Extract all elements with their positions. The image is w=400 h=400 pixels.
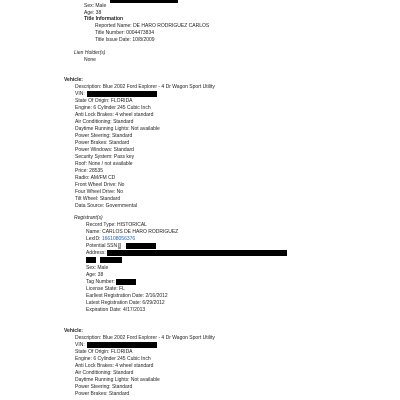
record-type: Record Type: HISTORICAL [86,222,147,228]
lien-holder-value: None [84,57,96,63]
redaction-bar [86,257,96,263]
redaction-bar [87,91,157,97]
address-label: Address: [86,250,106,256]
vehicle-engine: Engine: 6 Cylinder 245 Cubic Inch [75,356,151,362]
vehicle-radio: Radio: AM/FM CD [75,175,116,181]
vehicle-four-wheel-drive: Four Wheel Drive: No [75,189,124,195]
vehicle-power-steering: Power Steering: Standard [75,384,133,390]
redaction-bar [126,243,156,249]
lien-holder-heading: Lien Holder(s) [74,50,106,56]
redaction-bar [107,250,287,256]
vehicle-power-windows: Power Windows: Standard [75,147,134,153]
registrant-age: Age: 38 [86,272,104,278]
vehicle-power-steering: Power Steering: Standard [75,133,133,139]
vehicle-heading: Vehicle: [64,77,83,83]
title-number: Title Number: 0004473834 [95,30,155,36]
redaction-bar [116,279,136,285]
registrant-name: Name: CARLOS DE HARO RODRIGUEZ [86,229,179,235]
vehicle-air-conditioning: Air Conditioning: Standard [75,119,134,125]
registrant-sex: Sex: Male [86,265,109,271]
vehicle-data-source: Data Source: Governmental [75,203,137,209]
lexid-row [86,236,135,242]
vehicle-description: Description: Blue 2002 Ford Explorer - 4 Dr Wagon Sport Utility [75,335,215,341]
vehicle-front-wheel-drive: Front Wheel Drive: No [75,182,125,188]
latest-registration-date: Latest Registration Date: 6/29/2012 [86,300,165,306]
owner-age: Age: 38 [84,10,102,16]
vehicle-tilt-wheel: Tilt Wheel: Standard [75,196,121,202]
lexid-link[interactable]: 166108056376 [101,236,136,242]
vehicle-air-conditioning: Air Conditioning: Standard [75,370,134,376]
vehicle-daytime-lights: Daytime Running Lights: Not available [75,126,160,132]
vehicle-state-origin: State Of Origin: FLORIDA [75,98,133,104]
title-info-heading: Title Information [84,16,124,22]
vehicle-anti-lock-brakes: Anti Lock Brakes: 4 wheel standard [75,363,154,369]
owner-sex: Sex: Male [84,3,107,9]
earliest-registration-date: Earliest Registration Date: 2/16/2012 [86,293,168,299]
vehicle-power-brakes: Power Brakes: Standard [75,140,130,146]
license-state: License State: FL [86,286,125,292]
tag-number: Tag Number: [86,279,115,285]
vehicle-daytime-lights: Daytime Running Lights: Not available [75,377,160,383]
redaction-bar [87,342,157,348]
reported-name: Reported Name: DE HARO RODRIGUEZ CARLOS [95,23,210,29]
vehicle-power-brakes: Power Brakes: Standard [75,391,130,397]
vehicle-vin: VIN: [75,342,85,348]
vehicle-heading: Vehicle: [64,328,83,334]
vehicle-roof: Roof: None / not available [75,161,133,167]
lexid-label: LexID: [86,236,101,242]
vehicle-vin: VIN: [75,91,85,97]
vehicle-security-system: Security System: Pass key [75,154,135,160]
potential-ssn-row [86,243,121,249]
title-issue-date: Title Issue Date: 10/8/2009 [95,37,155,43]
potential-ssn-label: Potential SSN [86,243,118,249]
redaction-bar [100,257,122,263]
vehicle-state-origin: State Of Origin: FLORIDA [75,349,133,355]
vehicle-description: Description: Blue 2002 Ford Explorer - 4 Dr Wagon Sport Utility [75,84,215,90]
registrants-heading: Registrant(s) [74,215,103,221]
expiration-date: Expiration Date: 4/17/2013 [86,307,146,313]
vehicle-engine: Engine: 6 Cylinder 245 Cubic Inch [75,105,151,111]
redaction-bar [110,0,178,3]
vehicle-price: Price: 28535 [75,168,104,174]
info-icon[interactable]: i [119,243,121,249]
vehicle-anti-lock-brakes: Anti Lock Brakes: 4 wheel standard [75,112,154,118]
